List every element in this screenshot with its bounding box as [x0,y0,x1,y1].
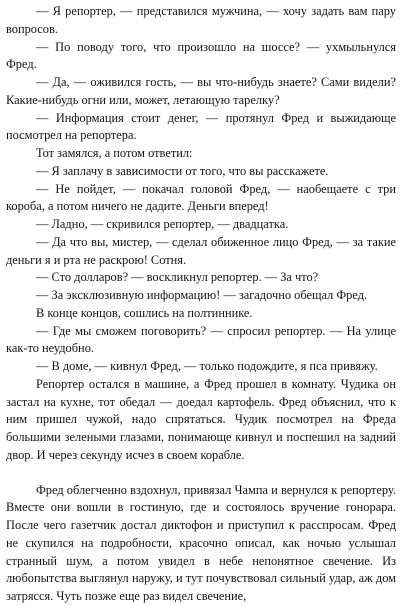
paragraph: — В доме, — кивнул Фред, — только подождите, я пса привяжу. [36,359,378,373]
paragraph: — Информация стоит денег, — протянул Фред и выжидающе посмотрел на репортера. [6,110,396,143]
paragraph: — Не пойдет, — покачал головой Фред, — наобещаете с три короба, а потом ничего не дадите. Деньги вперед! [6,181,396,214]
paragraph: Репортер остался в машине, а Фред прошел в комнату. Чудика он застал на кухне, тот обедал — доедал картофель. Фред объяснил, что к ним пришел чужой, надо спрятаться. Чудик посмотрел на Фреда большими зелеными глазами, понимающе кивнул и поспешил на задний двор. И через секунду исчез в своем корабле. [6,376,396,462]
paragraph: — Сто долларов? — воскликнул репортер. — За что? [36,270,319,285]
paragraph: — Да, — оживился гость, — вы что-нибудь знаете? Сами видели? Какие-нибудь огни или, может, летающую тарелку? [6,75,396,107]
paragraph: В конце концов, сошлись на полтиннике. [36,305,253,320]
paragraph: — Ладно, — скривился репортер, — двадцатка. [36,217,289,231]
paragraph: — По поводу того, что произошло на шоссе? — ухмыльнулся Фред. [6,39,396,72]
paragraph: Тот замялся, а потом ответил: [36,146,193,160]
section-break [6,465,396,482]
paragraph: — Да что вы, мистер, — сделал обиженное лицо Фред, — за такие деньги я и рта не раскрою! Сотня. [6,234,396,267]
paragraph: — Где мы сможем поговорить? — спросил репортер. — На улице как-то неудобно. [6,323,396,356]
paragraph: — Я репортер, — представился мужчина, — хочу задать вам пару вопросов. [6,4,396,36]
narrative-section [6,482,396,606]
paragraph: Фред облегченно вздохнул, привязал Чампа и вернулся к репортеру. Вместе они вошли в гостиную, где и состоялось вручение гонорара. После чего газетчик достал диктофон и приступил к расспросам. Фред не скупился на подробности, красочно описал, как ночью услышал странный шум, а потом увидел в небе непонятное свечение. Из любопытства выглянул наружу, и тут почувствовал сильный удар, аж дом затрясся. Чуть позже еще раз видел свечение, [6,482,396,603]
dialogue-section [6,3,396,465]
paragraph: — За эксклюзивную информацию! — загадочно обещал Фред. [36,288,368,302]
paragraph: — Я заплачу в зависимости от того, что вы расскажете. [36,163,329,178]
